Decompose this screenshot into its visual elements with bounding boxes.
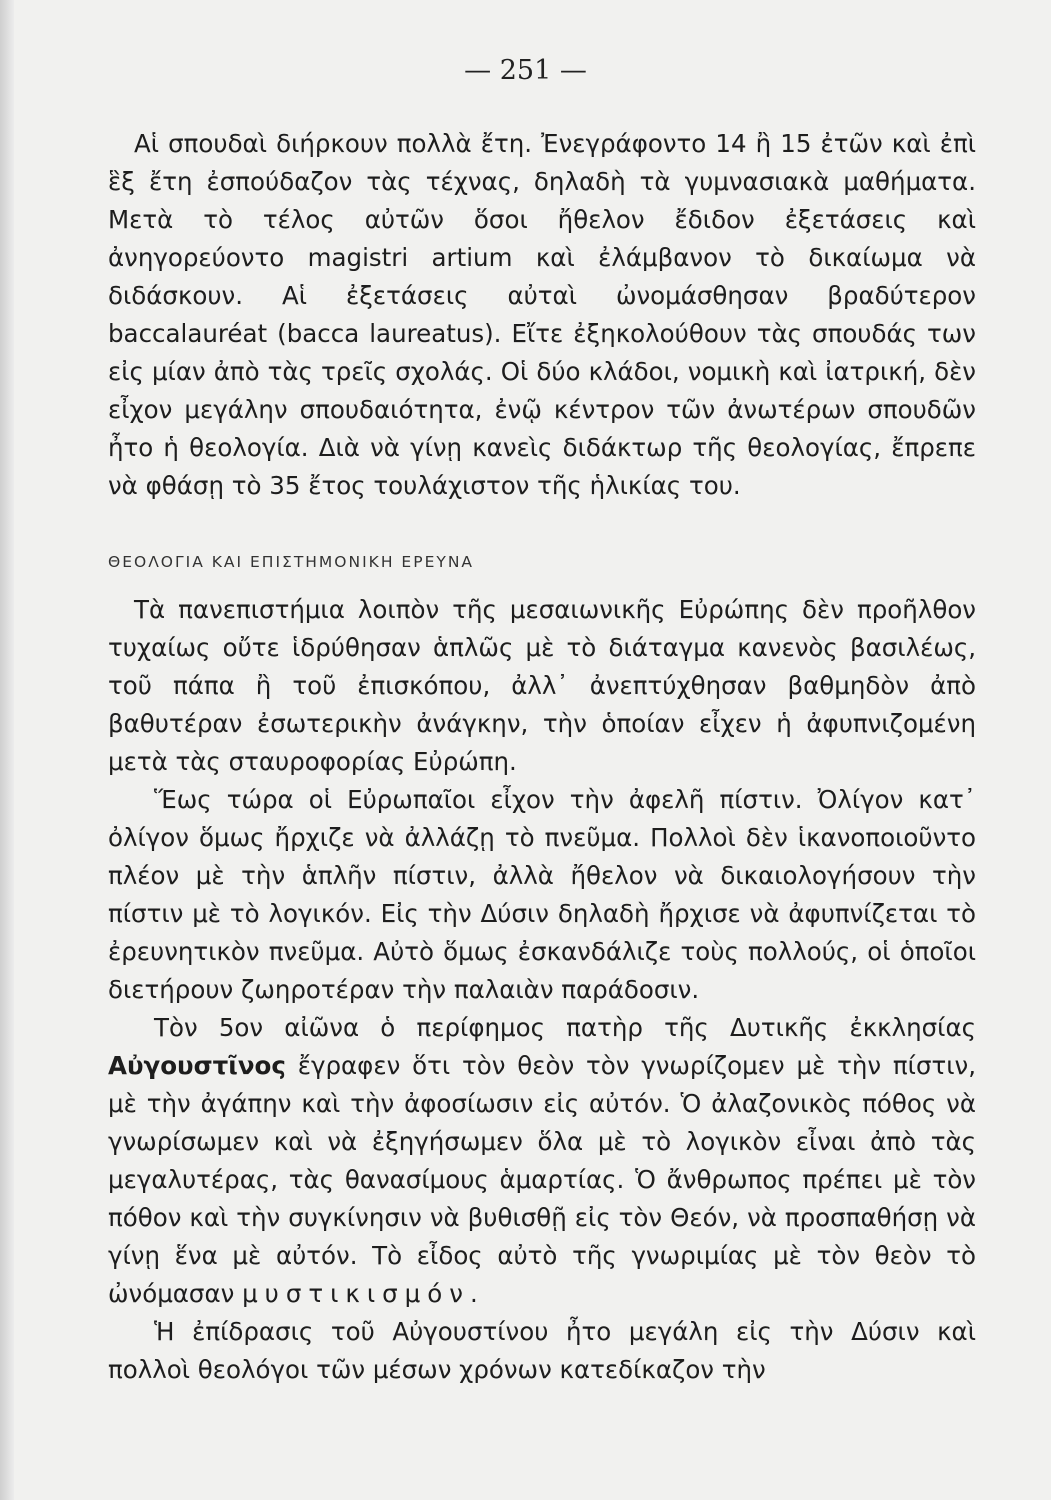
paragraph-faith: Ἕως τώρα οἱ Εὐρωπαῖοι εἶχον τὴν ἀφελῆ πίστιν. Ὀλίγον κατ᾽ ὀλίγον ὅμως ἤρχιζε νὰ ἀλλάζῃ τὸ πνεῦμα. Πολλοὶ δὲν ἱκανοποιοῦντο πλέον μὲ τὴν ἁπλῆν πίστιν, ἀλλὰ ἤθελον νὰ δικαιολογήσουν τὴν πίστιν μὲ τὸ λογικόν. Εἰς τὴν Δύσιν δηλαδὴ ἤρχισε νὰ ἀφυπνίζεται τὸ ἐρευνητικὸν πνεῦμα. Αὐτὸ ὅμως ἐσκανδάλιζε τοὺς πολλούς, οἱ ὁποῖοι διετήρουν ζωηροτέραν τὴν παλαιὰν παράδοσιν. [108,785,976,1004]
paragraph-universities: Τὰ πανεπιστήμια λοιπὸν τῆς μεσαιωνικῆς Εὐρώπης δὲν προῆλθον τυχαίως οὔτε ἱδρύθησαν ἁπλῶς μὲ τὸ διάταγμα κανενὸς βασιλέως, τοῦ πάπα ἢ τοῦ ἐπισκόπου, ἀλλ᾽ ἀνεπτύχθησαν βαθμηδὸν ἀπὸ βαθυτέραν ἐσωτερικὴν ἀνάγκην, τὴν ὁποίαν εἶχεν ἡ ἀφυπνιζομένη μετὰ τὰς σταυροφορίας Εὐρώπη. [108,595,976,776]
augustine-text-end: . [469,1279,478,1308]
augustine-text-middle: ἔγραφεν ὅτι τὸν θεὸν τὸν γνωρίζομεν μὲ τὴν πίστιν, μὲ τὴν ἀγάπην καὶ τὴν ἀφοσίωσιν εἰς αὐτόν. Ὁ ἀλαζονικὸς πόθος νὰ γνωρίσωμεν καὶ νὰ ἐξηγήσωμεν ὅλα μὲ τὸ λογικὸν εἶναι ἀπὸ τὰς μεγαλυτέρας, τὰς θανασίμους ἁμαρτίας. Ὁ ἄνθρωπος πρέπει μὲ τὸν πόθον καὶ τὴν συγκίνησιν νὰ βυθισθῇ εἰς τὸν Θεόν, νὰ προσπαθήσῃ νὰ γίνῃ ἕνα μὲ αὐτόν. Τὸ εἶδος αὐτὸ τῆς γνωριμίας μὲ τὸν θεὸν τὸ ὠνόμασαν [108,1051,976,1308]
augustine-text-start: Τὸν 5ον αἰῶνα ὁ περίφημος πατὴρ τῆς Δυτικῆς ἐκκλησίας [154,1013,976,1042]
paragraph-augustine [108,1009,976,1313]
body-text [108,125,976,1389]
paragraph-influence: Ἡ ἐπίδρασις τοῦ Αὐγουστίνου ἦτο μεγάλη εἰς τὴν Δύσιν καὶ πολλοὶ θεολόγοι τῶν μέσων χρόνων κατεδίκαζον τὴν [108,1317,976,1384]
augustine-name: Αὐγουστῖνος [108,1051,286,1080]
mysticism-term: μυστικισμόν [242,1279,470,1308]
section-heading: ΘΕΟΛΟΓΙΑ ΚΑΙ ΕΠΙΣΤΗΜΟΝΙΚΗ ΕΡΕΥΝΑ [108,553,475,571]
paragraph-studies: Αἱ σπουδαὶ διήρκουν πολλὰ ἔτη. Ἐνεγράφοντο 14 ἢ 15 ἐτῶν καὶ ἐπὶ ἓξ ἔτη ἐσπούδαζον τὰς τέχνας, δηλαδὴ τὰ γυμνασιακὰ μαθήματα. Μετὰ τὸ τέλος αὐτῶν ὅσοι ἤθελον ἔδιδον ἐξετάσεις καὶ ἀνηγορεύοντο magistri artium καὶ ἐλάμβανον τὸ δικαίωμα νὰ διδάσκουν. Αἱ ἐξετάσεις αὐταὶ ὠνομάσθησαν βραδύτερον baccalauréat (bacca laureatus). Εἴτε ἐξηκολούθουν τὰς σπουδάς των εἰς μίαν ἀπὸ τὰς τρεῖς σχολάς. Οἱ δύο κλάδοι, νομικὴ καὶ ἰατρική, δὲν εἶχον μεγάλην σπουδαιότητα, ἐνῷ κέντρον τῶν ἀνωτέρων σπουδῶν ἦτο ἡ θεολογία. Διὰ νὰ γίνῃ κανεὶς διδάκτωρ τῆς θεολογίας, ἔπρεπε νὰ φθάσῃ τὸ 35 ἔτος τουλάχιστον τῆς ἡλικίας του. [108,129,976,500]
page-number: — 251 — [464,55,587,86]
page-gutter [0,0,14,1500]
